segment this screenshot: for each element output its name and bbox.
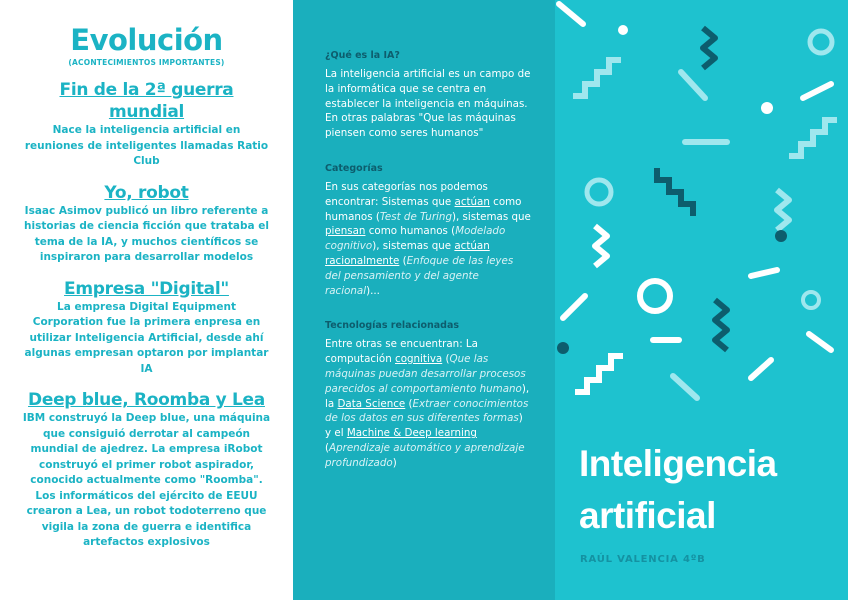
confetti-line (751, 270, 777, 276)
italic-note: Test de Turing (379, 210, 452, 223)
event-text: Isaac Asimov publicó un libro referente a historias de ciencia ficción que trataba el tema de la IA, y muchos científicos se inspiraron para desarrollar modelos (24, 204, 269, 263)
section-heading: Categorías (325, 162, 383, 174)
italic-note: Enfoque de las leyes del pensamiento y del agente racional (325, 254, 514, 297)
section-text (325, 337, 531, 470)
confetti-stairs (789, 120, 837, 156)
text-run: En sus categorías nos podemos encontrar: Sistemas que (325, 180, 488, 208)
text-run: Entre otras se encuentran: La computación (325, 338, 478, 366)
confetti-line (803, 84, 831, 98)
underlined-term: Data Science (337, 397, 406, 410)
underlined-term: actúan (454, 195, 490, 208)
left-panel (0, 0, 293, 600)
underlined-term: cognitiva (395, 353, 443, 366)
text-run: como humanos ( (365, 225, 456, 238)
italic-note: Extraer conocimientos de los datos en sus diferentes formas (325, 397, 529, 425)
italic-note: Modelado cognitivo (325, 225, 506, 253)
text-run: ), sistemas que (451, 210, 531, 223)
text-run: ( (405, 397, 413, 410)
cover-title (579, 438, 777, 542)
confetti-stairs (575, 356, 623, 392)
confetti-line (559, 4, 583, 24)
italic-note: Aprendizaje automático y aprendizaje profundizado (325, 441, 525, 469)
cover-title-line: artificial (579, 495, 716, 536)
evolution-subtitle: (ACONTECIMIENTOS IMPORTANTES) (68, 58, 225, 67)
middle-panel (293, 0, 555, 600)
section-heading: ¿Qué es la IA? (325, 50, 400, 61)
confetti-stairs (657, 168, 693, 216)
event-text: IBM construyó la Deep blue, una máquina que consiguió derrotar al campeón mundial de ajedrez. La empresa iRobot construyó el primer robot aspirador, conocido actualmente como "Roomba". Los informáticos del ejército de EEUU crearon a Lea, un robot todoterreno que vigila la zona de guerra e identifica artefactos explosivos (22, 412, 271, 548)
what-is-ai-section (325, 50, 531, 141)
underlined-term: actúan racionalmente (325, 240, 490, 267)
event-heading: Deep blue, Roomba y Lea (28, 390, 265, 410)
confetti-zigzag (777, 190, 789, 230)
event-heading: Fin de la 2ª guerra mundial (59, 80, 234, 122)
confetti-dot (761, 102, 773, 114)
section-text: La inteligencia artificial es un campo de la informática que se centra en establecer la inteligencia en máquinas. En otras palabras "Que las máquinas piensen como seres humanos" (325, 68, 531, 140)
text-run: ( (325, 441, 330, 454)
evolution-title: Evolución (70, 23, 223, 57)
categories-section (325, 163, 531, 298)
confetti-zigzag (703, 28, 715, 68)
confetti-dot (618, 25, 628, 35)
underlined-term: piensan (325, 225, 366, 238)
confetti-ring (810, 31, 832, 53)
confetti-zigzag (595, 226, 607, 266)
cover-title-line: Inteligencia (579, 443, 777, 484)
text-run: ) y el (325, 412, 523, 440)
confetti-line (809, 334, 831, 350)
confetti-stairs (573, 60, 621, 96)
event-heading: Yo, robot (104, 182, 189, 203)
confetti-dot (775, 230, 787, 242)
section-text (325, 180, 531, 298)
confetti-zigzag (715, 300, 727, 350)
confetti-ring (587, 180, 611, 204)
event-item (22, 79, 271, 170)
event-heading: Empresa "Digital" (64, 278, 229, 299)
confetti-ring (803, 292, 819, 308)
event-text: La empresa Digital Equipment Corporation fue la primera enpresa en utilizar Inteligencia Artificial, desde ahí algunas empresan optaron por implantar IA (24, 300, 269, 375)
confetti-pattern (555, 0, 848, 430)
cover-panel (555, 0, 848, 600)
confetti-line (681, 72, 705, 98)
event-item (22, 389, 271, 551)
text-run: ), la (325, 382, 530, 410)
confetti-line (673, 376, 697, 398)
event-item (22, 278, 271, 378)
section-heading: Tecnologías relacionadas (325, 320, 460, 332)
author-name: RAÚL VALENCIA 4ºB (580, 554, 706, 565)
text-run: como humanos ( (325, 195, 522, 223)
event-item (22, 182, 271, 266)
confetti-line (751, 360, 771, 378)
technologies-section (325, 320, 531, 470)
text-run: )... (366, 284, 380, 297)
confetti-ring (640, 281, 670, 311)
text-run: ( (442, 353, 450, 366)
italic-note: Que las máquinas puedan desarrollar procesos parecidos al comportamiento humano (325, 353, 526, 395)
confetti-dot (557, 342, 569, 354)
confetti-line (563, 296, 585, 318)
text-run: ), sistemas que (372, 240, 455, 253)
underlined-term: Machine & Deep learning (346, 427, 477, 440)
text-run: ( (399, 254, 407, 267)
event-text: Nace la inteligencia artificial en reuniones de inteligentes llamadas Ratio Club (24, 124, 269, 167)
text-run: ) (392, 456, 397, 469)
